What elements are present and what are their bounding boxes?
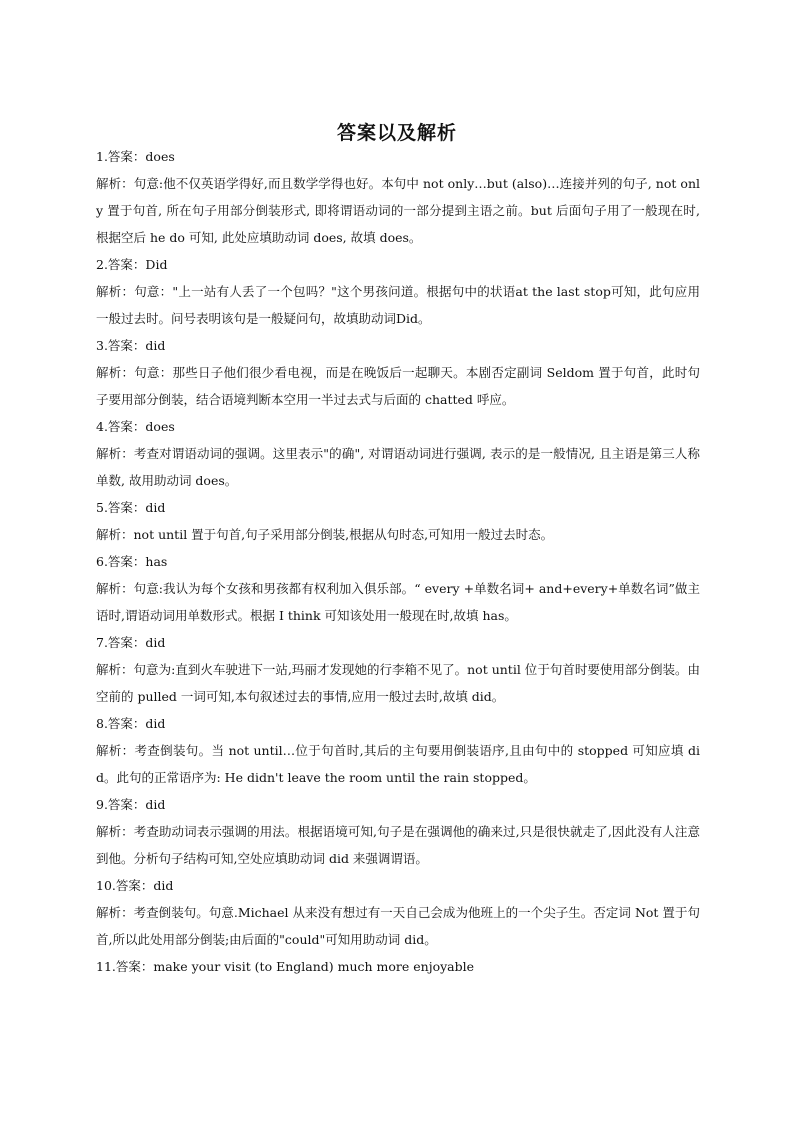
answer-line: 8.答案：did bbox=[96, 716, 166, 731]
analysis-text: 解析：句意："上一站有人丢了一个包吗？"这个男孩问道。根据句中的状语at the last stop可知，此句应用一般过去时。问号表明该句是一般疑问句，故填助动词Did。 bbox=[96, 284, 700, 326]
answer-item-1 bbox=[96, 143, 700, 251]
answer-item-9 bbox=[96, 791, 700, 872]
answer-line: 7.答案：did bbox=[96, 635, 166, 650]
answer-item-2 bbox=[96, 251, 700, 332]
answer-item-8 bbox=[96, 710, 700, 791]
answer-item-6 bbox=[96, 548, 700, 629]
answer-line: 3.答案：did bbox=[96, 338, 166, 353]
answer-line: 6.答案：has bbox=[96, 554, 168, 569]
answer-line: 11.答案：make your visit (to England) much more enjoyable bbox=[96, 959, 475, 974]
answer-line: 4.答案：does bbox=[96, 419, 175, 434]
page-title: 答案以及解析 bbox=[336, 122, 457, 144]
analysis-text: 解析：考查助动词表示强调的用法。根据语境可知,句子是在强调他的确来过,只是很快就走了,因此没有人注意到他。分析句子结构可知,空处应填助动词 did 来强调谓语。 bbox=[96, 824, 700, 866]
analysis-text: 解析：not until 置于句首,句子采用部分倒装,根据从句时态,可知用一般过去时态。 bbox=[96, 527, 554, 542]
analysis-text: 解析：考查对谓语动词的强调。这里表示"的确", 对谓语动词进行强调, 表示的是一般情况, 且主语是第三人称单数, 故用助动词 does。 bbox=[96, 446, 700, 488]
answer-item-5 bbox=[96, 494, 700, 548]
answer-line: 2.答案：Did bbox=[96, 257, 168, 272]
analysis-text: 解析：句意：那些日子他们很少看电视，而是在晚饭后一起聊天。本剧否定副词 Seldom 置于句首，此时句子要用部分倒装，结合语境判断本空用一半过去式与后面的 chatted 呼应。 bbox=[96, 365, 700, 407]
answer-item-10 bbox=[96, 872, 700, 953]
answer-item-3 bbox=[96, 332, 700, 413]
answer-line: 9.答案：did bbox=[96, 797, 166, 812]
analysis-text: 解析：考查倒装句。当 not until…位于句首时,其后的主句要用倒装语序,且由句中的 stopped 可知应填 did。此句的正常语序为: He didn't leave the room until the rain stopped。 bbox=[96, 743, 700, 785]
analysis-text: 解析：句意:他不仅英语学得好,而且数学学得也好。本句中 not only…but (also)…连接并列的句子, not only 置于句首, 所在句子用部分倒装形式, 即将谓语动词的一部分提到主语之前。but 后面句子用了一般现在时, 根据空后 he do 可知, 此处应填助动词 does, 故填 does。 bbox=[96, 176, 700, 245]
answer-line: 5.答案：did bbox=[96, 500, 166, 515]
analysis-text: 解析：句意:我认为每个女孩和男孩都有权利加入俱乐部。“ every +单数名词+ and+every+单数名词”做主语时,谓语动词用单数形式。根据 I think 可知该处用一般现在时,故填 has。 bbox=[96, 581, 700, 623]
answer-line: 1.答案：does bbox=[96, 149, 175, 164]
answer-item-4 bbox=[96, 413, 700, 494]
answer-list bbox=[96, 143, 700, 980]
answer-item-7 bbox=[96, 629, 700, 710]
analysis-text: 解析：句意为:直到火车驶进下一站,玛丽才发现她的行李箱不见了。not until 位于句首时要使用部分倒装。由空前的 pulled 一词可知,本句叙述过去的事情,应用一般过去时,故填 did。 bbox=[96, 662, 700, 704]
answer-item-11 bbox=[96, 953, 700, 980]
answer-line: 10.答案：did bbox=[96, 878, 174, 893]
analysis-text: 解析：考查倒装句。句意.Michael 从来没有想过有一天自己会成为他班上的一个尖子生。否定词 Not 置于句首,所以此处用部分倒装;由后面的"could"可知用助动词 did。 bbox=[96, 905, 700, 947]
